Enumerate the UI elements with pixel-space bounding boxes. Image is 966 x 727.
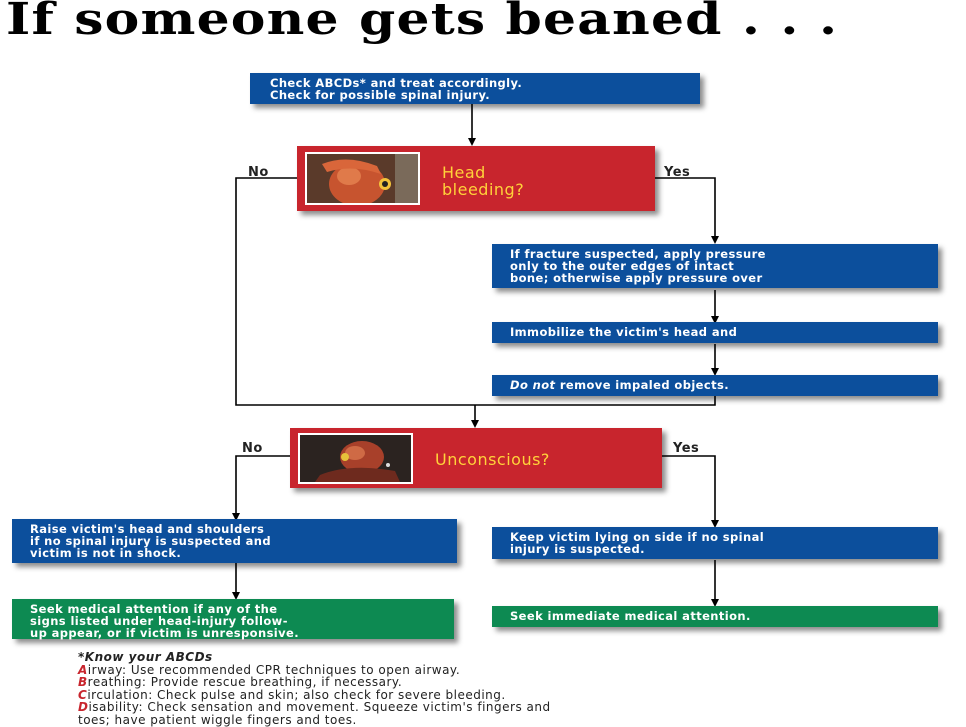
page-title: If someone gets beaned . . . <box>6 0 839 45</box>
step-apply-pressure <box>492 244 938 288</box>
impaled-rest: remove impaled objects. <box>555 378 729 392</box>
legend-b-text: reathing: Provide rescue breathing, if necessary. <box>87 675 403 689</box>
head-bleeding-question <box>442 164 524 198</box>
legend-c-text: irculation: Check pulse and skin; also check for severe bleeding. <box>87 687 506 702</box>
crash-test-dummy-head-photo <box>305 152 420 205</box>
head-bleeding-line2: bleeding? <box>442 180 525 199</box>
head-bleeding-line1: Head <box>442 163 486 182</box>
step-check-line1: Check ABCDs* and treat accordingly. <box>270 76 523 90</box>
seek-if-line2: signs listed under head-injury follow- <box>30 614 288 628</box>
unconscious-question: Unconscious? <box>435 450 550 469</box>
crash-test-dummy-photo <box>298 433 413 484</box>
label-head-yes: Yes <box>664 165 691 180</box>
immobilize-text: Immobilize the victim's head and <box>510 325 738 339</box>
decision-unconscious <box>290 428 662 488</box>
legend-c-letter: C <box>78 687 88 702</box>
legend-a-text: irway: Use recommended CPR techniques to open airway. <box>87 662 461 677</box>
step-seek-immediate <box>492 606 938 627</box>
legend-disability-cont: toes; have patient wiggle fingers and toes. <box>78 712 357 727</box>
line-head-no <box>236 178 475 405</box>
label-unconscious-no: No <box>242 441 263 456</box>
legend-d-text: isability: Check sensation and movement. Squeeze victim's fingers and <box>88 700 551 714</box>
step-immobilize <box>492 322 938 343</box>
step-raise-victim <box>12 519 457 563</box>
legend-a-letter: A <box>78 662 88 677</box>
legend-disability <box>78 701 551 714</box>
raise-line3: victim is not in shock. <box>30 546 182 560</box>
label-head-no: No <box>248 165 269 180</box>
keep-line2: injury is suspected. <box>510 542 645 556</box>
raise-line2: if no spinal injury is suspected and <box>30 534 272 548</box>
decision-head-bleeding <box>297 146 655 211</box>
pressure-line1: If fracture suspected, apply pressure <box>510 247 766 261</box>
line-impaled-join <box>475 396 715 405</box>
step-check-abcds <box>250 73 700 104</box>
pressure-line2: only to the outer edges of intact <box>510 259 735 273</box>
pressure-line3: bone; otherwise apply pressure over <box>510 271 763 285</box>
impaled-prefix: Do not <box>510 378 556 392</box>
step-impaled-objects <box>492 375 938 396</box>
arrow-unconscious-yes <box>662 456 715 524</box>
seek-if-line3: up appear, or if victim is unresponsive. <box>30 626 300 640</box>
seek-now-text: Seek immediate medical attention. <box>510 609 751 623</box>
arrow-unconscious-no <box>236 456 290 517</box>
abcd-legend <box>78 651 551 726</box>
step-keep-on-side <box>492 527 938 559</box>
legend-b-letter: B <box>78 675 88 689</box>
raise-line1: Raise victim's head and shoulders <box>30 522 265 536</box>
legend-heading: *Know your ABCDs <box>78 650 213 664</box>
arrow-head-yes <box>655 178 715 240</box>
legend-d-letter: D <box>78 700 89 714</box>
seek-if-line1: Seek medical attention if any of the <box>30 602 278 616</box>
keep-line1: Keep victim lying on side if no spinal <box>510 530 765 544</box>
step-check-line2: Check for possible spinal injury. <box>270 88 491 102</box>
step-seek-medical-if <box>12 599 454 639</box>
label-unconscious-yes: Yes <box>673 441 700 456</box>
